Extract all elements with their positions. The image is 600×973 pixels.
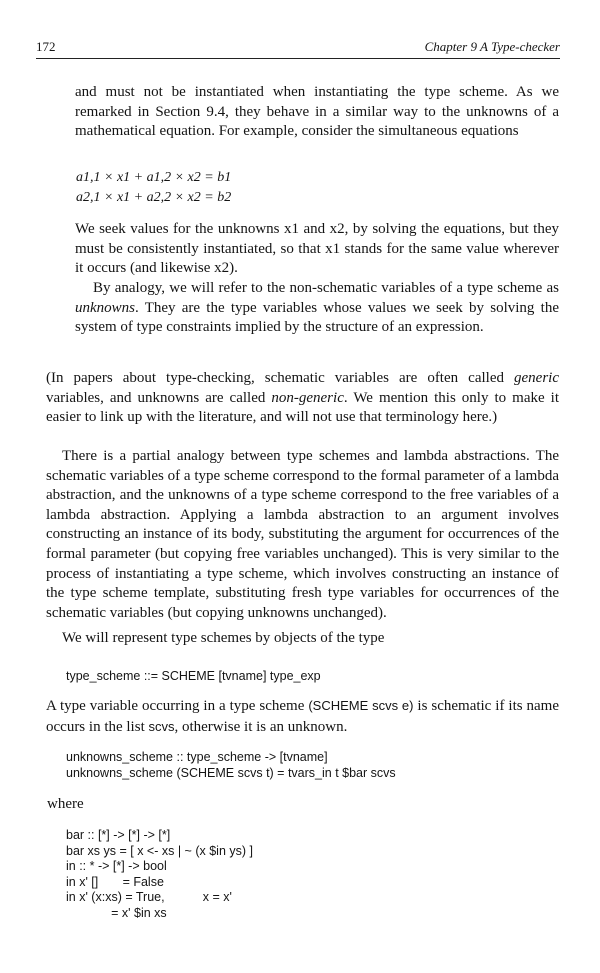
schematic-def-part3: , otherwise it is an unknown. <box>174 718 348 735</box>
paragraph-seek-values: We seek values for the unknowns x1 and x2, by solving the equations, but they must be consistently instantiated, so that x1 stands for the same value wherever it occurs (and likewise x2). <box>75 221 559 277</box>
analogy-tail: . They are the type variables whose values we seek by solving the system of type constraints implied by the structure of an expression. <box>75 299 559 336</box>
analogy-emphasis: unknowns <box>75 299 135 316</box>
paragraph-unknowns-intro: and must not be instantiated when instantiating the type scheme. As we remarked in Section 9.4, they behave in a similar way to the unknowns of a mathematical equation. For example, consider the simultaneous equations <box>75 84 559 140</box>
paragraph-schematic-definition <box>46 696 559 737</box>
schematic-def-part2: is schematic if its name occurs in the list <box>46 698 560 735</box>
generic-note-part1: (In papers about type-checking, schematic variables are often called <box>46 370 515 386</box>
code-type-scheme-def: type_scheme ::= SCHEME [tvname] type_exp <box>66 669 321 683</box>
chapter-title: Chapter 9 A Type-checker <box>424 39 560 54</box>
generic-term: generic <box>514 370 559 386</box>
equation-2-text: a2,1 × x1 + a2,2 × x2 = b2 <box>76 190 232 205</box>
code-line: in :: * -> [*] -> bool <box>66 859 167 874</box>
where-label: where <box>47 796 84 812</box>
code-line: bar :: [*] -> [*] -> [*] <box>66 828 171 842</box>
code-bar-in-defs <box>66 828 253 922</box>
code-line: in x' (x:xs) = True, x = x' <box>66 890 232 905</box>
paragraph-lambda-analogy: There is a partial analogy between type schemes and lambda abstractions. The schematic variables of a type scheme correspond to the formal parameter of a lambda abstraction, and the unknowns of a type scheme correspond to the free variables of a lambda abstraction. Applying a lambda abstraction to an argument involves constructing an instance of its body, substituting the argument for occurrences of the formal parameter (but copying free variables unchanged). This is very similar to the process of instantiating a type scheme, which involves constructing an instance of the type scheme template, substituting fresh type variables for occurrences of the schematic variables (but copying unknowns unchanged). <box>46 448 559 621</box>
paragraph-representation: We will represent type schemes by objects of the type <box>62 630 385 646</box>
generic-note-part3: . We mention this only to make it easier to link up with the literature, and will not use that terminology here.) <box>46 389 559 426</box>
code-line: unknowns_scheme (SCHEME scvs t) = tvars_in t $bar scvs <box>66 765 396 780</box>
code-line: in x' [] = False <box>66 874 164 889</box>
code-line: unknowns_scheme :: type_scheme -> [tvname] <box>66 750 328 764</box>
paragraph-generic-note <box>46 369 559 428</box>
code-unknowns-scheme <box>66 750 396 781</box>
paragraph-analogy <box>75 279 559 338</box>
equation-1 <box>76 170 231 186</box>
schematic-def-code1: (SCHEME scvs e) <box>308 698 414 713</box>
schematic-def-code2: scvs <box>148 718 175 734</box>
analogy-lead: By analogy, we will refer to the non-schematic variables of a type scheme as <box>93 280 559 296</box>
code-line: = x' $in xs <box>66 905 167 920</box>
non-generic-term: non-generic <box>271 389 344 406</box>
equation-2 <box>76 190 231 206</box>
page-header <box>36 38 560 59</box>
equation-1-text: a1,1 × x1 + a1,2 × x2 = b1 <box>76 170 232 185</box>
code-line: bar xs ys = [ x <- xs | ~ (x $in ys) ] <box>66 843 253 858</box>
schematic-def-part1: A type variable occurring in a type scheme <box>46 698 309 714</box>
generic-note-part2: variables, and unknowns are called <box>46 389 272 406</box>
page-number: 172 <box>36 39 56 54</box>
